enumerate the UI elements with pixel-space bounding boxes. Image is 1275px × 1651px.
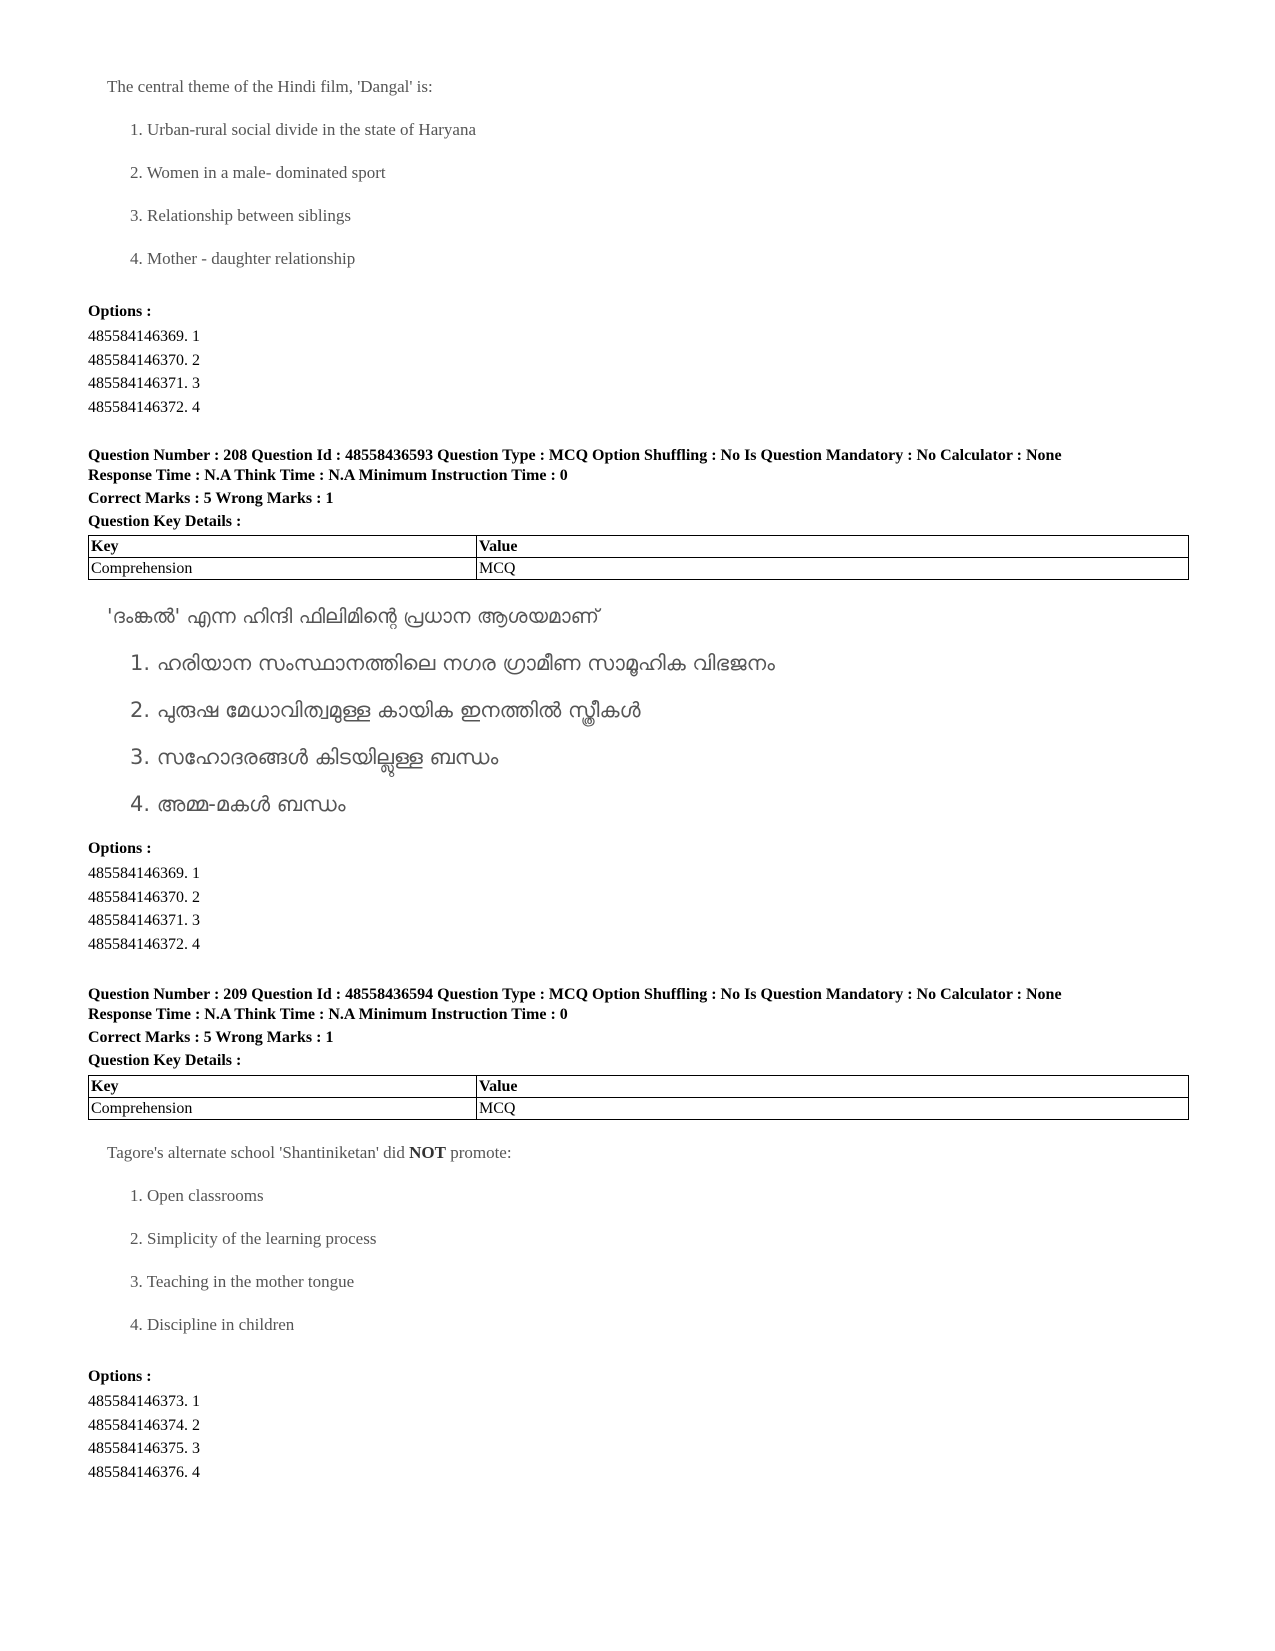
question-stem: The central theme of the Hindi film, 'Dangal' is: xyxy=(107,77,433,96)
table-row xyxy=(89,1098,1189,1120)
table-header-value: Value xyxy=(477,536,1189,558)
marks-line: Correct Marks : 5 Wrong Marks : 1 xyxy=(88,1029,334,1046)
stem-text: Tagore's alternate school 'Shantiniketan' did xyxy=(107,1143,405,1162)
table-header-key: Key xyxy=(89,536,477,558)
table-header-value: Value xyxy=(477,1076,1189,1098)
question-meta-line2: Response Time : N.A Think Time : N.A Minimum Instruction Time : 0 xyxy=(88,467,568,484)
key-details-label: Question Key Details : xyxy=(88,1052,242,1069)
choice-3: 3. സഹോദരങ്ങൾ കിടയില്ലുള്ള ബന്ധം xyxy=(130,745,499,769)
stem-text: promote: xyxy=(450,1143,512,1162)
stem-emphasis: NOT xyxy=(409,1143,446,1162)
table-cell-key: Comprehension xyxy=(89,1098,477,1120)
option-item: 485584146372. 4 xyxy=(88,398,200,416)
option-item: 485584146369. 1 xyxy=(88,328,200,345)
options-label: Options : xyxy=(88,840,152,857)
marks-line: Correct Marks : 5 Wrong Marks : 1 xyxy=(88,490,334,507)
question-meta-line2: Response Time : N.A Think Time : N.A Minimum Instruction Time : 0 xyxy=(88,1006,568,1023)
choice-3: 3. Relationship between siblings xyxy=(130,206,351,225)
choice-2: 2. Women in a male- dominated sport xyxy=(130,163,386,182)
option-item: 485584146371. 3 xyxy=(88,912,200,929)
option-item: 485584146371. 3 xyxy=(88,375,200,392)
choice-3: 3. Teaching in the mother tongue xyxy=(130,1272,355,1291)
question-meta-line1: Question Number : 208 Question Id : 48558436593 Question Type : MCQ Option Shuffling : No Is Question Mandatory : No Calculator : None xyxy=(88,447,1062,464)
question-stem: 'ദംങ്കൽ' എന്ന ഹിന്ദി ഫിലിമിന്റെ പ്രധാന ആശയമാണ് xyxy=(107,604,599,628)
option-item: 485584146373. 1 xyxy=(88,1393,200,1410)
option-item: 485584146370. 2 xyxy=(88,351,200,369)
option-item: 485584146370. 2 xyxy=(88,888,200,906)
choice-4: 4. Mother - daughter relationship xyxy=(130,249,356,268)
key-value-table xyxy=(88,535,1189,580)
options-list xyxy=(88,325,200,419)
table-header-key: Key xyxy=(89,1076,477,1098)
option-item: 485584146369. 1 xyxy=(88,865,200,882)
option-item: 485584146376. 4 xyxy=(88,1463,200,1481)
choice-1: 1. ഹരിയാന സംസ്ഥാനത്തിലെ നഗര ഗ്രാമീണ സാമൂഹിക വിഭജനം xyxy=(130,651,775,675)
option-item: 485584146372. 4 xyxy=(88,935,200,953)
key-details-label: Question Key Details : xyxy=(88,513,242,530)
options-list xyxy=(88,1390,200,1484)
choice-4: 4. Discipline in children xyxy=(130,1315,295,1334)
options-list xyxy=(88,862,200,956)
table-row xyxy=(89,558,1189,580)
choice-2: 2. പുരുഷ മേധാവിത്വമുള്ള കായിക ഇനത്തിൽ സ്ത്രീകൾ xyxy=(130,698,641,722)
key-value-table xyxy=(88,1075,1189,1120)
choice-4: 4. അമ്മ-മകൾ ബന്ധം xyxy=(130,792,346,816)
question-meta-line1: Question Number : 209 Question Id : 48558436594 Question Type : MCQ Option Shuffling : No Is Question Mandatory : No Calculator : None xyxy=(88,986,1062,1003)
table-header-row xyxy=(89,536,1189,558)
choice-1: 1. Urban-rural social divide in the state of Haryana xyxy=(130,120,477,139)
table-cell-value: MCQ xyxy=(477,1098,1189,1120)
choice-2: 2. Simplicity of the learning process xyxy=(130,1229,377,1248)
table-cell-value: MCQ xyxy=(477,558,1189,580)
table-header-row xyxy=(89,1076,1189,1098)
table-cell-key: Comprehension xyxy=(89,558,477,580)
options-label: Options : xyxy=(88,303,152,320)
option-item: 485584146374. 2 xyxy=(88,1416,200,1434)
choice-1: 1. Open classrooms xyxy=(130,1186,264,1205)
options-label: Options : xyxy=(88,1368,152,1385)
question-stem xyxy=(107,1143,512,1163)
option-item: 485584146375. 3 xyxy=(88,1440,200,1457)
